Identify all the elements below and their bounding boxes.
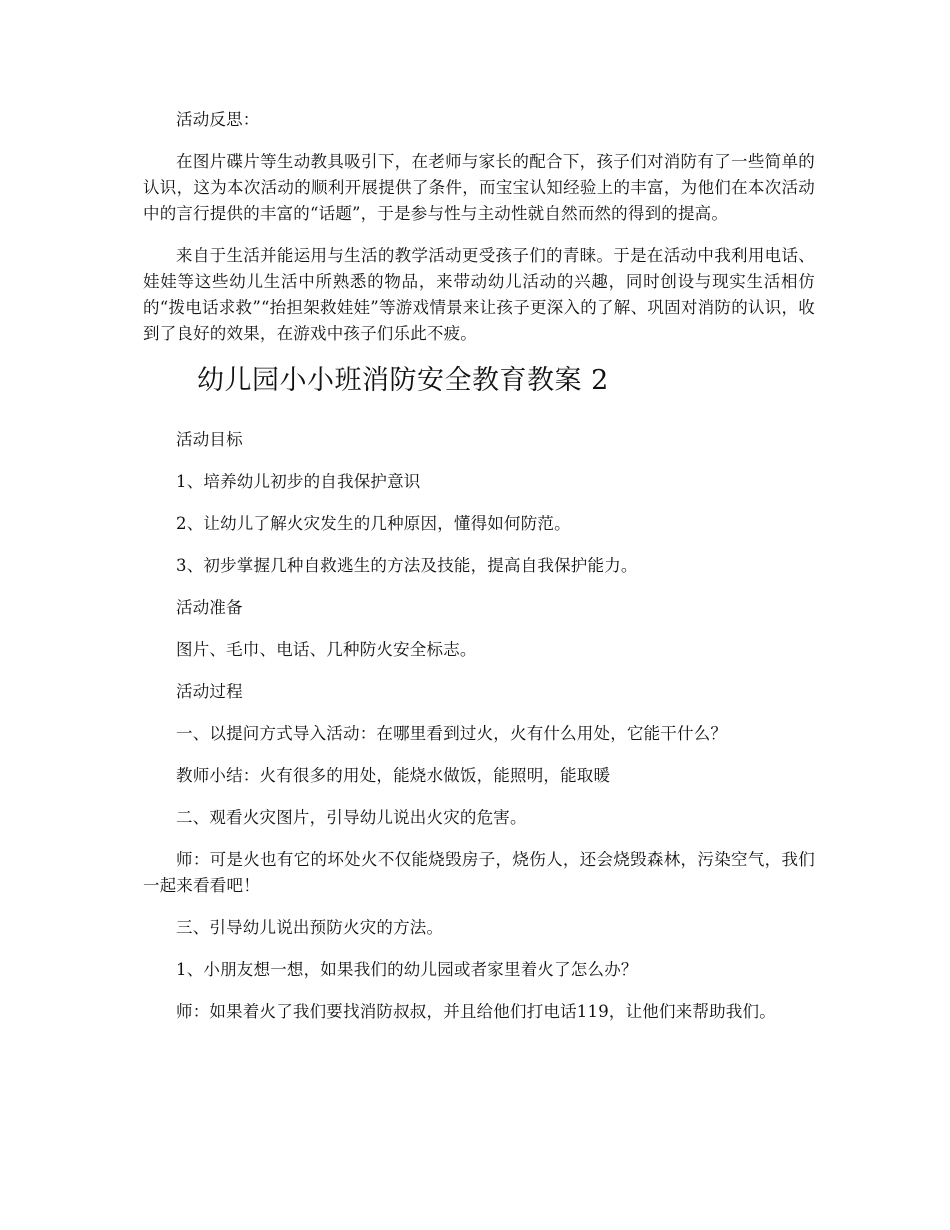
- prep-heading: 活动准备: [176, 598, 243, 617]
- goal-heading: 活动目标: [176, 430, 243, 449]
- document-body: [143, 107, 815, 1041]
- process-step-2-teacher: 师：可是火也有它的坏处火不仅能烧毁房子，烧伤人，还会烧毁森林，污染空气，我们一起来看看吧！: [143, 850, 815, 895]
- lesson-plan-title: 幼儿园小小班消防安全教育教案 2: [197, 365, 609, 396]
- process-step-1: 一、以提问方式导入活动：在哪里看到过火，火有什么用处，它能干什么？: [176, 724, 728, 743]
- reflection-paragraph-1: 在图片碟片等生动教具吸引下，在老师与家长的配合下，孩子们对消防有了一些简单的认识，这为本次活动的顺利开展提供了条件，而宝宝认知经验上的丰富，为他们在本次活动中的言行提供的丰富的“话题”，于是参与性与主动性就自然而然的得到的提高。: [143, 152, 815, 223]
- goal-item-3: 3、初步掌握几种自救逃生的方法及技能，提高自我保护能力。: [176, 556, 638, 575]
- process-step-3-question: 1、小朋友想一想，如果我们的幼儿园或者家里着火了怎么办？: [176, 960, 638, 979]
- goal-item-1: 1、培养幼儿初步的自我保护意识: [176, 472, 421, 491]
- reflection-heading: 活动反思：: [176, 110, 260, 129]
- reflection-paragraph-2: 来自于生活并能运用与生活的教学活动更受孩子们的青睐。于是在活动中我利用电话、娃娃等这些幼儿生活中所熟悉的物品，来带动幼儿活动的兴趣，同时创设与现实生活相仿的“拨电话求救”“抬担架救娃娃”等游戏情景来让孩子更深入的了解、巩固对消防的认识，收到了良好的效果，在游戏中孩子们乐此不疲。: [143, 246, 815, 343]
- process-step-3: 三、引导幼儿说出预防火灾的方法。: [176, 918, 444, 937]
- process-step-1-summary: 教师小结：火有很多的用处，能烧水做饭，能照明，能取暖: [176, 766, 611, 785]
- process-step-3-teacher: 师：如果着火了我们要找消防叔叔，并且给他们打电话119，让他们来帮助我们。: [176, 1002, 776, 1021]
- prep-text: 图片、毛巾、电话、几种防火安全标志。: [176, 640, 477, 659]
- process-heading: 活动过程: [176, 682, 243, 701]
- goal-item-2: 2、让幼儿了解火灾发生的几种原因，懂得如何防范。: [176, 514, 571, 533]
- process-step-2: 二、观看火灾图片，引导幼儿说出火灾的危害。: [176, 808, 527, 827]
